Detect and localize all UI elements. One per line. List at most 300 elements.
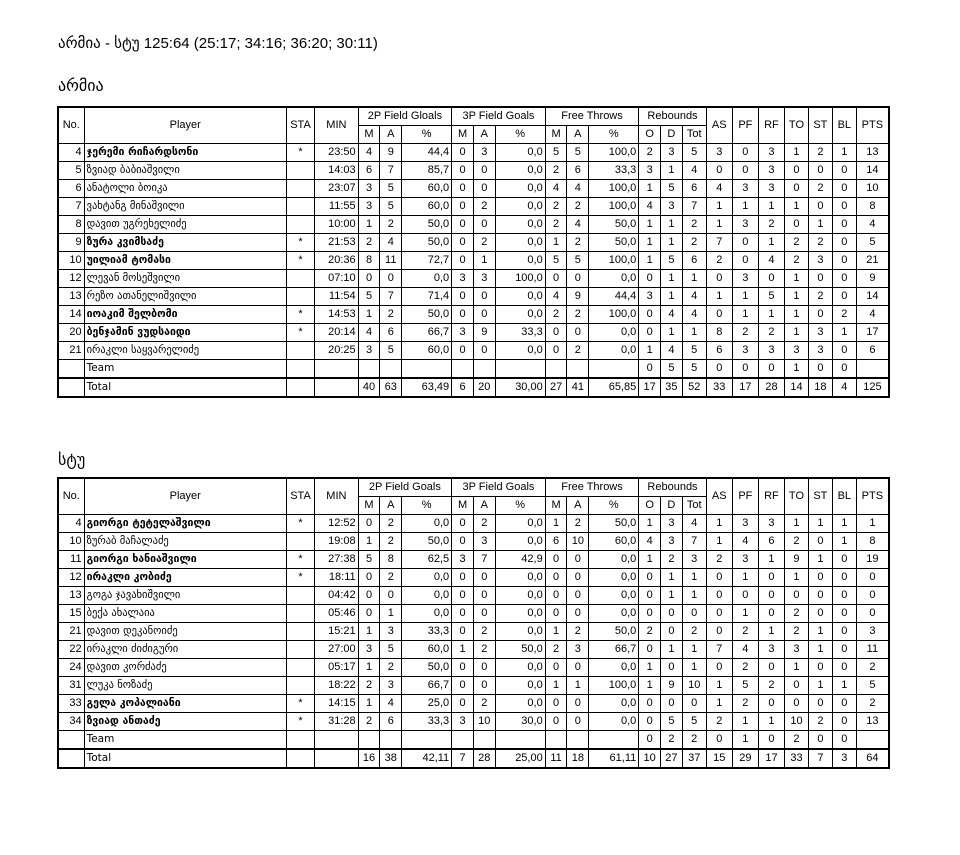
cell-num: 0	[452, 306, 474, 324]
cell-sta: *	[286, 515, 314, 533]
cell-pct: 100,0	[589, 198, 639, 216]
total-row	[58, 378, 889, 397]
cell-pct: 85,7	[402, 162, 452, 180]
cell-no: 20	[58, 324, 84, 342]
cell-num: 0	[452, 342, 474, 360]
cell-num: 1	[732, 306, 758, 324]
cell-num: 1	[808, 515, 832, 533]
cell-num: 15	[706, 749, 732, 768]
cell-name: ზურაბ მაჩალაძე	[84, 533, 286, 551]
cell-num: 2	[358, 677, 380, 695]
cell-num: 0	[452, 587, 474, 605]
cell-pct: 0,0	[589, 324, 639, 342]
cell-num: 4	[706, 180, 732, 198]
cell-pct: 0,0	[495, 306, 545, 324]
cell-num: 3	[832, 749, 856, 768]
cell-num: 7	[682, 533, 706, 551]
cell-num: 4	[661, 342, 683, 360]
cell-num: 1	[358, 695, 380, 713]
cell-min: 20:25	[315, 342, 359, 360]
player-row	[58, 144, 889, 162]
cell-num: 5	[661, 713, 683, 731]
rebounds-header: Rebounds	[639, 478, 706, 497]
cell-num: 0	[785, 695, 809, 713]
cell-no: 4	[58, 515, 84, 533]
cell-num: 2	[732, 659, 758, 677]
cell-num: 1	[856, 515, 889, 533]
pts-header: PTS	[856, 478, 889, 515]
cell-num: 1	[358, 216, 380, 234]
cell-num: 0	[545, 605, 567, 623]
cell-num: 4	[639, 198, 661, 216]
cell-num: 5	[682, 360, 706, 379]
cell-num: 3	[732, 270, 758, 288]
cell-pct: 60,0	[402, 180, 452, 198]
cell-sta: *	[286, 306, 314, 324]
cell-num: 2	[567, 515, 589, 533]
cell-num: 3	[473, 533, 495, 551]
cell-pct: 50,0	[495, 641, 545, 659]
cell-num: 0	[452, 695, 474, 713]
cell-num: 0	[706, 623, 732, 641]
cell-num: 5	[661, 360, 683, 379]
cell-num: 1	[758, 623, 784, 641]
cell-num: 2	[732, 695, 758, 713]
cell-num: 0	[832, 234, 856, 252]
subheader-pct: %	[589, 497, 639, 515]
cell-num: 1	[682, 587, 706, 605]
cell-num: 33	[785, 749, 809, 768]
cell-num: 0	[452, 605, 474, 623]
cell-min: 20:14	[315, 324, 359, 342]
cell-num: 0	[832, 270, 856, 288]
cell-pct: 33,3	[402, 623, 452, 641]
cell-num: 3	[639, 162, 661, 180]
cell-num: 1	[732, 605, 758, 623]
cell-pct: 33,3	[495, 324, 545, 342]
cell-num: 9	[661, 677, 683, 695]
cell-num: 3	[808, 342, 832, 360]
cell-min: 19:08	[315, 533, 359, 551]
cell-num: 0	[706, 731, 732, 750]
player-header: Player	[84, 107, 286, 144]
cell-num: 4	[545, 288, 567, 306]
cell-num: 0	[785, 587, 809, 605]
cell-num: 0	[473, 162, 495, 180]
cell-num: 2	[545, 198, 567, 216]
cell-pct: 60,0	[402, 198, 452, 216]
player-row	[58, 695, 889, 713]
cell-num: 11	[545, 749, 567, 768]
cell-no: 10	[58, 252, 84, 270]
cell-num: 4	[567, 180, 589, 198]
cell-num: 0	[706, 270, 732, 288]
cell-pct: 0,0	[495, 659, 545, 677]
cell-num: 5	[661, 180, 683, 198]
player-row	[58, 605, 889, 623]
cell-num: 3	[661, 144, 683, 162]
cell-num: 0	[732, 162, 758, 180]
cell-pct: 0,0	[589, 569, 639, 587]
cell-name: ზურა კვიმსაძე	[84, 234, 286, 252]
cell-sta	[286, 605, 314, 623]
cell-num: 0	[380, 587, 402, 605]
cell-no: 21	[58, 342, 84, 360]
cell-pct: 65,85	[589, 378, 639, 397]
cell-num: 0	[473, 288, 495, 306]
cell-num: 2	[473, 695, 495, 713]
cell-num: 4	[682, 515, 706, 533]
cell-num: 1	[545, 234, 567, 252]
cell-num: 0	[358, 587, 380, 605]
cell-num: 3	[758, 641, 784, 659]
cell-num: 9	[380, 144, 402, 162]
cell-num: 0	[473, 342, 495, 360]
cell-num: 5	[380, 641, 402, 659]
cell-num: 1	[682, 270, 706, 288]
cell-num: 0	[706, 659, 732, 677]
cell-num: 4	[545, 180, 567, 198]
cell-pct: 50,0	[589, 216, 639, 234]
cell-min: 14:15	[315, 695, 359, 713]
cell-min: 27:38	[315, 551, 359, 569]
cell-sta	[286, 378, 314, 397]
cell-pct: 50,0	[589, 234, 639, 252]
cell-name: იოაკიმ შელბომი	[84, 306, 286, 324]
player-row	[58, 234, 889, 252]
cell-num: 0	[545, 569, 567, 587]
player-row	[58, 324, 889, 342]
cell-num: 3	[785, 641, 809, 659]
cell-num: 17	[758, 749, 784, 768]
cell-num: 0	[706, 306, 732, 324]
cell-num: 17	[856, 324, 889, 342]
cell-num: 0	[639, 569, 661, 587]
cell-num: 4	[682, 288, 706, 306]
cell-min: 23:50	[315, 144, 359, 162]
cell-num: 7	[452, 749, 474, 768]
cell-num: 4	[856, 216, 889, 234]
cell-no: 13	[58, 587, 84, 605]
cell-num: 1	[545, 515, 567, 533]
ft-header: Free Throws	[545, 478, 639, 497]
away-boxscore-table	[57, 477, 890, 769]
cell-num: 2	[545, 162, 567, 180]
cell-no: 7	[58, 198, 84, 216]
cell-num: 5	[682, 713, 706, 731]
cell-no	[58, 731, 84, 750]
cell-pct: 0,0	[495, 623, 545, 641]
cell-num: 0	[358, 270, 380, 288]
cell-num: 4	[732, 533, 758, 551]
cell-num: 0	[567, 587, 589, 605]
cell-num: 0	[639, 695, 661, 713]
team-stats-row	[58, 731, 889, 750]
cell-sta	[286, 270, 314, 288]
cell-name: ირაკლი კობიძე	[84, 569, 286, 587]
cell-num: 0	[473, 605, 495, 623]
cell-no	[58, 378, 84, 397]
cell-min	[315, 749, 359, 768]
cell-num: 0	[732, 252, 758, 270]
player-row	[58, 713, 889, 731]
cell-num: 0	[785, 162, 809, 180]
cell-pct: 0,0	[589, 695, 639, 713]
cell-num: 0	[639, 306, 661, 324]
cell-num: 6	[706, 342, 732, 360]
cell-sta	[286, 677, 314, 695]
cell-num: 64	[856, 749, 889, 768]
cell-pct	[402, 360, 452, 379]
cell-num: 0	[832, 342, 856, 360]
sta-header: STA	[286, 107, 314, 144]
cell-min: 11:55	[315, 198, 359, 216]
cell-num: 1	[706, 677, 732, 695]
cell-min: 18:22	[315, 677, 359, 695]
min-header: MIN	[315, 478, 359, 515]
cell-num: 2	[682, 234, 706, 252]
cell-num: 1	[706, 198, 732, 216]
cell-num: 125	[856, 378, 889, 397]
cell-num: 2	[639, 623, 661, 641]
cell-num: 0	[639, 270, 661, 288]
cell-sta: *	[286, 695, 314, 713]
cell-num: 3	[758, 180, 784, 198]
cell-name: Total	[84, 749, 286, 768]
cell-num: 0	[567, 659, 589, 677]
cell-name: Team	[84, 731, 286, 750]
cell-num: 1	[758, 713, 784, 731]
cell-num: 4	[639, 533, 661, 551]
cell-pct: 66,7	[402, 324, 452, 342]
cell-no: 22	[58, 641, 84, 659]
cell-pct: 0,0	[495, 605, 545, 623]
cell-num: 0	[639, 587, 661, 605]
cell-num: 0	[808, 605, 832, 623]
cell-num: 2	[545, 641, 567, 659]
cell-num: 3	[358, 180, 380, 198]
cell-name: Total	[84, 378, 286, 397]
as-header: AS	[706, 478, 732, 515]
cell-num: 0	[832, 216, 856, 234]
cell-num: 19	[856, 551, 889, 569]
cell-sta: *	[286, 252, 314, 270]
cell-num: 0	[545, 587, 567, 605]
cell-num: 0	[661, 605, 683, 623]
home-boxscore-table	[57, 106, 890, 398]
cell-pct: 0,0	[589, 605, 639, 623]
cell-num: 1	[358, 623, 380, 641]
cell-num: 1	[785, 515, 809, 533]
cell-num: 0	[808, 587, 832, 605]
cell-num: 1	[758, 306, 784, 324]
cell-num: 3	[758, 515, 784, 533]
cell-num: 1	[706, 533, 732, 551]
cell-num: 11	[856, 641, 889, 659]
cell-num: 18	[567, 749, 589, 768]
cell-num: 2	[567, 306, 589, 324]
cell-pct: 25,0	[402, 695, 452, 713]
team-name-home: არმია	[58, 78, 104, 95]
cell-num: 3	[732, 342, 758, 360]
cell-pct: 0,0	[402, 515, 452, 533]
cell-pct: 0,0	[495, 677, 545, 695]
subheader-m: M	[358, 497, 380, 515]
cell-num: 10	[567, 533, 589, 551]
cell-num: 0	[639, 324, 661, 342]
cell-num: 5	[380, 180, 402, 198]
cell-num: 0	[567, 713, 589, 731]
cell-num: 0	[452, 677, 474, 695]
cell-pct	[495, 731, 545, 750]
cell-min: 04:42	[315, 587, 359, 605]
cell-pct: 50,0	[402, 306, 452, 324]
cell-num: 1	[832, 533, 856, 551]
cell-num: 5	[682, 342, 706, 360]
cell-num: 3	[758, 144, 784, 162]
subheader-pct: %	[495, 126, 545, 144]
cell-num: 0	[639, 713, 661, 731]
cell-pct: 0,0	[402, 605, 452, 623]
cell-num: 1	[661, 216, 683, 234]
cell-num: 0	[567, 695, 589, 713]
cell-min	[315, 731, 359, 750]
cell-num: 1	[832, 677, 856, 695]
cell-num: 0	[452, 198, 474, 216]
cell-num: 2	[358, 234, 380, 252]
cell-num: 1	[358, 533, 380, 551]
subheader-pct: %	[589, 126, 639, 144]
cell-num: 2	[661, 731, 683, 750]
cell-name: ვახტანგ მინაშვილი	[84, 198, 286, 216]
cell-pct: 66,7	[589, 641, 639, 659]
cell-pct: 0,0	[495, 587, 545, 605]
pts-header: PTS	[856, 107, 889, 144]
cell-num: 2	[682, 623, 706, 641]
cell-num: 0	[567, 324, 589, 342]
cell-min: 14:53	[315, 306, 359, 324]
cell-num: 0	[832, 180, 856, 198]
cell-num: 0	[808, 306, 832, 324]
cell-name: რეზო ათანელიშვილი	[84, 288, 286, 306]
cell-num: 2	[785, 731, 809, 750]
cell-num: 1	[732, 731, 758, 750]
cell-num: 20	[473, 378, 495, 397]
cell-num: 4	[682, 162, 706, 180]
cell-num: 1	[639, 234, 661, 252]
cell-pct: 0,0	[495, 198, 545, 216]
player-row	[58, 515, 889, 533]
cell-num: 0	[358, 605, 380, 623]
cell-num: 0	[706, 569, 732, 587]
cell-num: 2	[808, 144, 832, 162]
cell-num: 1	[732, 288, 758, 306]
cell-num: 1	[639, 515, 661, 533]
cell-min: 15:21	[315, 623, 359, 641]
cell-pct: 0,0	[495, 533, 545, 551]
cell-num: 0	[758, 270, 784, 288]
cell-name: გოგა ჯავახიშვილი	[84, 587, 286, 605]
cell-num: 2	[380, 216, 402, 234]
rebounds-header: Rebounds	[639, 107, 706, 126]
cell-num: 0	[545, 695, 567, 713]
cell-pct: 44,4	[589, 288, 639, 306]
cell-num	[380, 731, 402, 750]
cell-num: 0	[758, 360, 784, 379]
cell-num: 33	[706, 378, 732, 397]
cell-min: 07:10	[315, 270, 359, 288]
cell-num: 3	[358, 641, 380, 659]
cell-num: 6	[452, 378, 474, 397]
cell-no: 12	[58, 569, 84, 587]
cell-num: 5	[545, 252, 567, 270]
cell-num: 0	[808, 569, 832, 587]
cell-num: 1	[832, 324, 856, 342]
cell-num: 0	[639, 641, 661, 659]
cell-num: 5	[358, 551, 380, 569]
cell-num: 0	[832, 587, 856, 605]
cell-num: 0	[545, 659, 567, 677]
to-header: TO	[785, 478, 809, 515]
cell-sta: *	[286, 324, 314, 342]
cell-num: 2	[732, 324, 758, 342]
cell-num: 0	[545, 551, 567, 569]
cell-num: 16	[358, 749, 380, 768]
cell-pct: 50,0	[402, 216, 452, 234]
cell-pct: 0,0	[589, 713, 639, 731]
cell-num: 2	[808, 180, 832, 198]
cell-num: 1	[639, 659, 661, 677]
cell-num: 13	[856, 144, 889, 162]
cell-num: 5	[732, 677, 758, 695]
cell-pct: 33,3	[589, 162, 639, 180]
cell-num: 0	[567, 569, 589, 587]
cell-num	[567, 360, 589, 379]
cell-num: 0	[732, 360, 758, 379]
cell-no	[58, 360, 84, 379]
cell-num: 0	[808, 162, 832, 180]
cell-pct: 0,0	[495, 180, 545, 198]
cell-no: 10	[58, 533, 84, 551]
cell-num: 0	[452, 515, 474, 533]
team-stats-row	[58, 360, 889, 379]
cell-sta: *	[286, 551, 314, 569]
cell-num: 3	[706, 144, 732, 162]
fg2-header: 2P Field Gloals	[358, 107, 452, 126]
cell-no: 4	[58, 144, 84, 162]
cell-pct: 44,4	[402, 144, 452, 162]
cell-sta	[286, 162, 314, 180]
cell-num: 5	[856, 677, 889, 695]
cell-num: 1	[785, 144, 809, 162]
cell-sta	[286, 342, 314, 360]
player-row	[58, 198, 889, 216]
cell-sta	[286, 587, 314, 605]
cell-no	[58, 749, 84, 768]
cell-num: 5	[661, 252, 683, 270]
cell-num: 6	[545, 533, 567, 551]
cell-pct: 100,0	[589, 252, 639, 270]
cell-num: 3	[661, 198, 683, 216]
cell-pct: 0,0	[402, 270, 452, 288]
cell-num: 2	[785, 605, 809, 623]
cell-num	[358, 360, 380, 379]
cell-num: 0	[856, 605, 889, 623]
cell-num	[545, 731, 567, 750]
cell-num: 2	[732, 623, 758, 641]
cell-min: 05:17	[315, 659, 359, 677]
cell-num: 5	[856, 234, 889, 252]
